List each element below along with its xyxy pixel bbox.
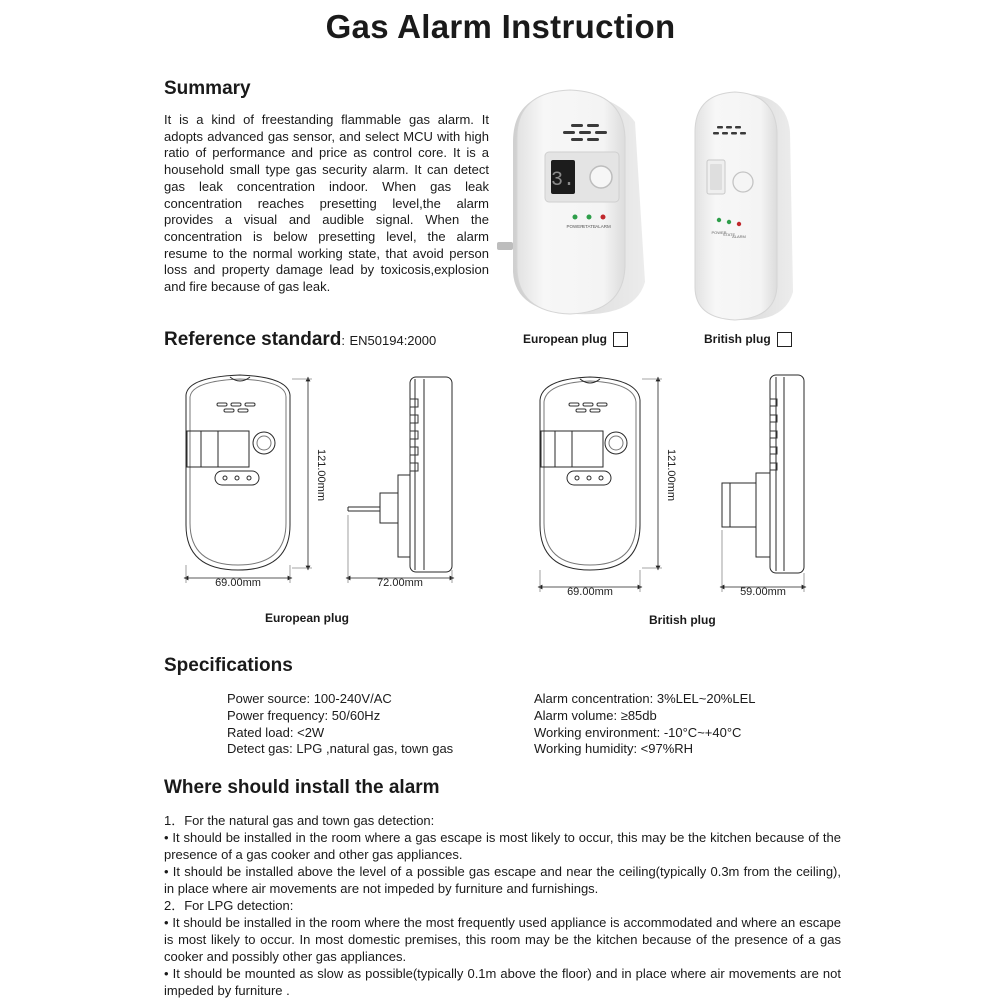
svg-text:ALARM: ALARM — [595, 224, 611, 229]
spec-item: Detect gas: LPG ,natural gas, town gas — [227, 741, 454, 757]
european-plug-option: European plug — [523, 332, 628, 347]
reference-value: EN50194:2000 — [349, 333, 437, 348]
euro-depth-label: 72.00mm — [377, 577, 423, 589]
brit-height-label: 121.00mm — [665, 449, 677, 501]
specifications-right — [534, 691, 834, 758]
install-line: • It should be mounted as slow as possible(typically 0.1m above the floor) and in place where air movements are not impeded by furniture . — [164, 966, 841, 998]
spec-item: Power source: 100-240V/AC — [227, 691, 392, 706]
british-plug-photo — [695, 92, 793, 320]
display-digit: 3. — [550, 169, 576, 192]
product-photos — [495, 82, 825, 342]
brit-width-label: 69.00mm — [567, 586, 613, 598]
spec-item: Alarm concentration: 3%LEL~20%LEL — [534, 691, 756, 706]
brit-caption: British plug — [649, 613, 716, 627]
reference-label: Reference standard — [164, 329, 342, 350]
svg-text:ALARM: ALARM — [732, 234, 746, 239]
spec-item: Working environment: -10°C~+40°C — [534, 724, 742, 740]
summary-heading: Summary — [164, 78, 251, 99]
reference-standard: Reference standard: EN50194:2000 — [164, 329, 437, 350]
install-instructions — [164, 812, 841, 999]
spec-item: Rated load: <2W — [227, 724, 325, 740]
euro-width-label: 69.00mm — [215, 577, 261, 589]
european-plug-photo — [497, 90, 645, 314]
european-plug-checkbox[interactable] — [613, 332, 628, 347]
spec-item: Working humidity: <97%RH — [534, 741, 694, 757]
brit-front-drawing — [540, 377, 640, 570]
dimension-drawings — [160, 365, 840, 605]
spec-item: Alarm volume: ≥85db — [534, 707, 657, 723]
install-line: • It should be installed in the room where the most frequently used appliance is accommodated and where an escape is most likely to occur. In most domestic premises, this room may be the kitchen because of the presence of a gas cooker and possibly other gas appliances. — [164, 915, 841, 964]
specifications-left — [227, 691, 517, 758]
svg-text:POWER: POWER — [711, 230, 727, 235]
install-line: • It should be installed in the room where a gas escape is most likely to occur, this may be the kitchen because of the presence of a gas cooker and other gas appliances. — [164, 830, 841, 862]
page-title: Gas Alarm Instruction — [325, 8, 676, 45]
svg-text:STATE: STATE — [582, 224, 596, 229]
install-heading: Where should install the alarm — [164, 777, 440, 798]
euro-height-label: 121.00mm — [315, 449, 327, 501]
specifications-heading: Specifications — [164, 655, 293, 676]
install-line: 1．For the natural gas and town gas detection: — [164, 813, 435, 828]
british-plug-option: British plug — [704, 332, 792, 347]
svg-text:POWER: POWER — [566, 224, 584, 229]
euro-front-drawing — [186, 375, 290, 570]
spec-item: Power frequency: 50/60Hz — [227, 707, 381, 723]
british-plug-checkbox[interactable] — [777, 332, 792, 347]
svg-text:STATE: STATE — [722, 232, 736, 237]
install-line: • It should be installed above the level of a possible gas escape and near the ceiling(typically 0.3m from the ceiling), in place where air movements are not impeded by furniture and furnishings. — [164, 864, 841, 896]
brit-depth-label: 59.00mm — [740, 586, 786, 598]
summary-text: It is a kind of freestanding flammable gas alarm. It adopts advanced gas sensor, and select MCU with high ratio of performance and price as control core. It is a household small type gas security alarm. It can detect gas leak concentration indoor. When gas leak concentration reaches presetting level,the alarm provides a visual and audible signal. When the concentration is below presetting level, the alarm resume to the normal working state, that avoid person loss and property damage lead by toxicosis,explosion and fire because of gas leak. — [164, 112, 489, 295]
install-line: 2．For LPG detection: — [164, 898, 294, 913]
euro-side-drawing — [348, 377, 452, 572]
euro-caption: European plug — [265, 611, 349, 625]
brit-side-drawing — [722, 375, 804, 573]
